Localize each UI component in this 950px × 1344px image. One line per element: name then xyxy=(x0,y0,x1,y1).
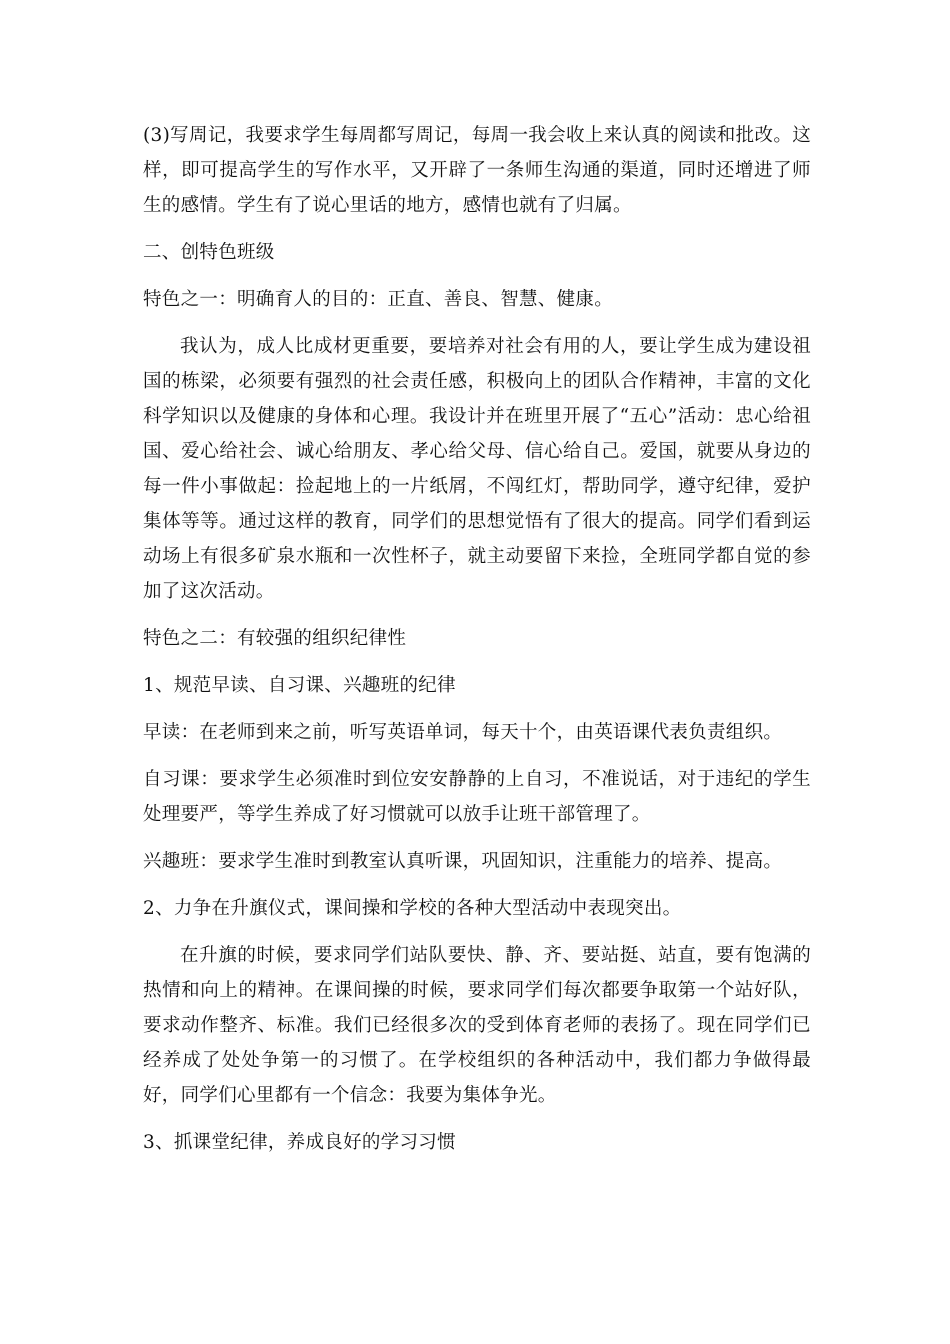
paragraph-five-hearts: 我认为，成人比成材更重要，要培养对社会有用的人，要让学生成为建设祖国的栋梁，必须要有强烈的社会责任感，积极向上的团队合作精神，丰富的文化科学知识以及健康的身体和心理。我设计并在班里开展了“五心”活动：忠心给祖国、爱心给社会、诚心给朋友、孝心给父母、信心给自己。爱国，就要从身边的每一件小事做起：捡起地上的一片纸屑，不闯红灯，帮助同学，遵守纪律，爱护集体等等。通过这样的教育，同学们的思想觉悟有了很大的提高。同学们看到运动场上有很多矿泉水瓶和一次性杯子，就主动要留下来捡，全班同学都自觉的参加了这次活动。 xyxy=(143,336,811,602)
item-1-heading: 1、规范早读、自习课、兴趣班的纪律 xyxy=(143,675,456,696)
item-2-heading: 2、力争在升旗仪式，课间操和学校的各种大型活动中表现突出。 xyxy=(143,898,682,919)
document-page xyxy=(143,118,811,1160)
paragraph-flag-raising: 在升旗的时候，要求同学们站队要快、静、齐、要站挺、站直，要有饱满的热情和向上的精神。在课间操的时候，要求同学们每次都要争取第一个站好队，要求动作整齐、标准。我们已经很多次的受到体育老师的表扬了。现在同学们已经养成了处处争第一的习惯了。在学校组织的各种活动中，我们都力争做得最好，同学们心里都有一个信念：我要为集体争光。 xyxy=(143,945,811,1106)
item-3-heading: 3、抓课堂纪律，养成良好的学习习惯 xyxy=(143,1132,456,1153)
section-heading-special-class: 二、创特色班级 xyxy=(143,242,275,263)
paragraph-interest-class: 兴趣班：要求学生准时到教室认真听课，巩固知识，注重能力的培养、提高。 xyxy=(143,851,783,872)
paragraph-weekly-journal: (3)写周记，我要求学生每周都写周记，每周一我会收上来认真的阅读和批改。这样，即可提高学生的写作水平，又开辟了一条师生沟通的渠道，同时还增进了师生的感情。学生有了说心里话的地方，感情也就有了归属。 xyxy=(143,125,811,216)
paragraph-self-study: 自习课：要求学生必须准时到位安安静静的上自习，不准说话，对于违纪的学生处理要严，等学生养成了好习惯就可以放手让班干部管理了。 xyxy=(143,769,811,825)
paragraph-morning-reading: 早读：在老师到来之前，听写英语单词，每天十个，由英语课代表负责组织。 xyxy=(143,722,783,743)
feature-two-heading: 特色之二：有较强的组织纪律性 xyxy=(143,628,407,649)
feature-one-heading: 特色之一：明确育人的目的：正直、善良、智慧、健康。 xyxy=(143,289,614,310)
